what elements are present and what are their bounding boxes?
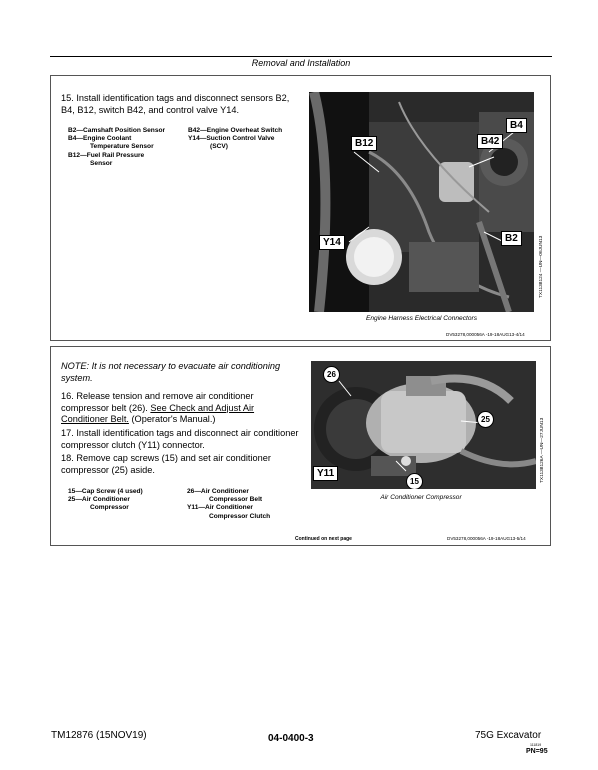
callout-b42: B42 — [477, 134, 503, 149]
section-title: Removal and Installation — [251, 58, 351, 68]
continued-note: Continued on next page — [295, 536, 352, 542]
step-17: 17. Install identification tags and disconnect air conditioner compressor clutch (Y11) connector. — [61, 428, 299, 450]
legend-item: Compressor Clutch — [209, 512, 271, 520]
procedure-block-1 — [50, 75, 551, 341]
legend-item: B12—Fuel Rail Pressure — [68, 151, 145, 159]
compressor-photo — [311, 361, 536, 489]
engine-harness-photo — [309, 92, 534, 312]
side-id-2: TX1138126A —UN—27JUN13 — [540, 417, 545, 483]
photo-caption-1: Engine Harness Electrical Connectors — [365, 315, 478, 322]
legend-item: B42—Engine Overheat Switch — [188, 127, 283, 134]
step-16-suffix: (Operator's Manual.) — [131, 414, 216, 424]
legend-item: Compressor — [90, 504, 129, 512]
legend-item: Compressor Belt — [209, 496, 263, 504]
legend-item: Y14—Suction Control Valve — [188, 135, 275, 143]
step-18: 18. Remove cap screws (15) and set air conditioner compressor (25) aside. — [61, 453, 271, 475]
legend-item: 15—Cap Screw (4 used) — [68, 488, 143, 495]
legend-item: 26—Air Conditioner — [187, 488, 249, 495]
callout-y11: Y11 — [313, 466, 338, 481]
header-rule — [50, 56, 552, 57]
callout-b12: B12 — [351, 136, 377, 151]
legend-left-1 — [68, 127, 165, 168]
legend-item: B2—Camshaft Position Sensor — [68, 127, 166, 134]
photo-caption-2: Air Conditioner Compressor — [380, 494, 462, 501]
pn-number: PN=95 — [526, 748, 548, 755]
model-name: 75G Excavator — [475, 730, 542, 741]
reference-id-2: DV53278,000056A -19-18AUG13-5/14 — [447, 536, 526, 541]
page-number: 04-0400-3 — [268, 733, 314, 744]
side-id-1: TX1138124 —UN—06JUN13 — [539, 235, 544, 298]
step-16 — [61, 391, 301, 426]
callout-15: 15 — [406, 473, 423, 489]
callout-b2: B2 — [501, 231, 522, 246]
check-adjust-belt-link[interactable]: See Check and Adjust Air Conditioner Belt. — [61, 402, 255, 424]
legend-item: Sensor — [90, 159, 113, 167]
legend-item: Temperature Sensor — [90, 143, 154, 151]
small-code: 111819 — [530, 743, 542, 747]
callout-y14: Y14 — [319, 235, 345, 250]
note: NOTE: It is not necessary to evacuate air conditioning system. — [61, 361, 281, 383]
callout-25: 25 — [477, 411, 494, 428]
legend-item: (SCV) — [210, 143, 228, 151]
legend-left-2 — [68, 488, 143, 513]
procedure-block-2 — [50, 346, 551, 546]
legend-right-2 — [187, 488, 270, 521]
legend-item: B4—Engine Coolant — [68, 135, 132, 143]
step-16-text: 16. Release tension and remove air conditioner compressor belt (26). — [61, 391, 254, 413]
legend-right-1 — [188, 127, 282, 152]
legend-item: Y11—Air Conditioner — [187, 504, 253, 512]
step-15: 15. Install identification tags and disconnect sensors B2, B4, B12, switch B42, and control valve Y14. — [61, 93, 290, 115]
legend-item: 25—Air Conditioner — [68, 496, 130, 504]
callout-b4: B4 — [506, 118, 527, 133]
manual-id: TM12876 (15NOV19) — [51, 730, 147, 741]
callout-26: 26 — [323, 366, 340, 383]
reference-id-1: DV53278,000056A -19-18AUG13-4/14 — [446, 332, 525, 337]
